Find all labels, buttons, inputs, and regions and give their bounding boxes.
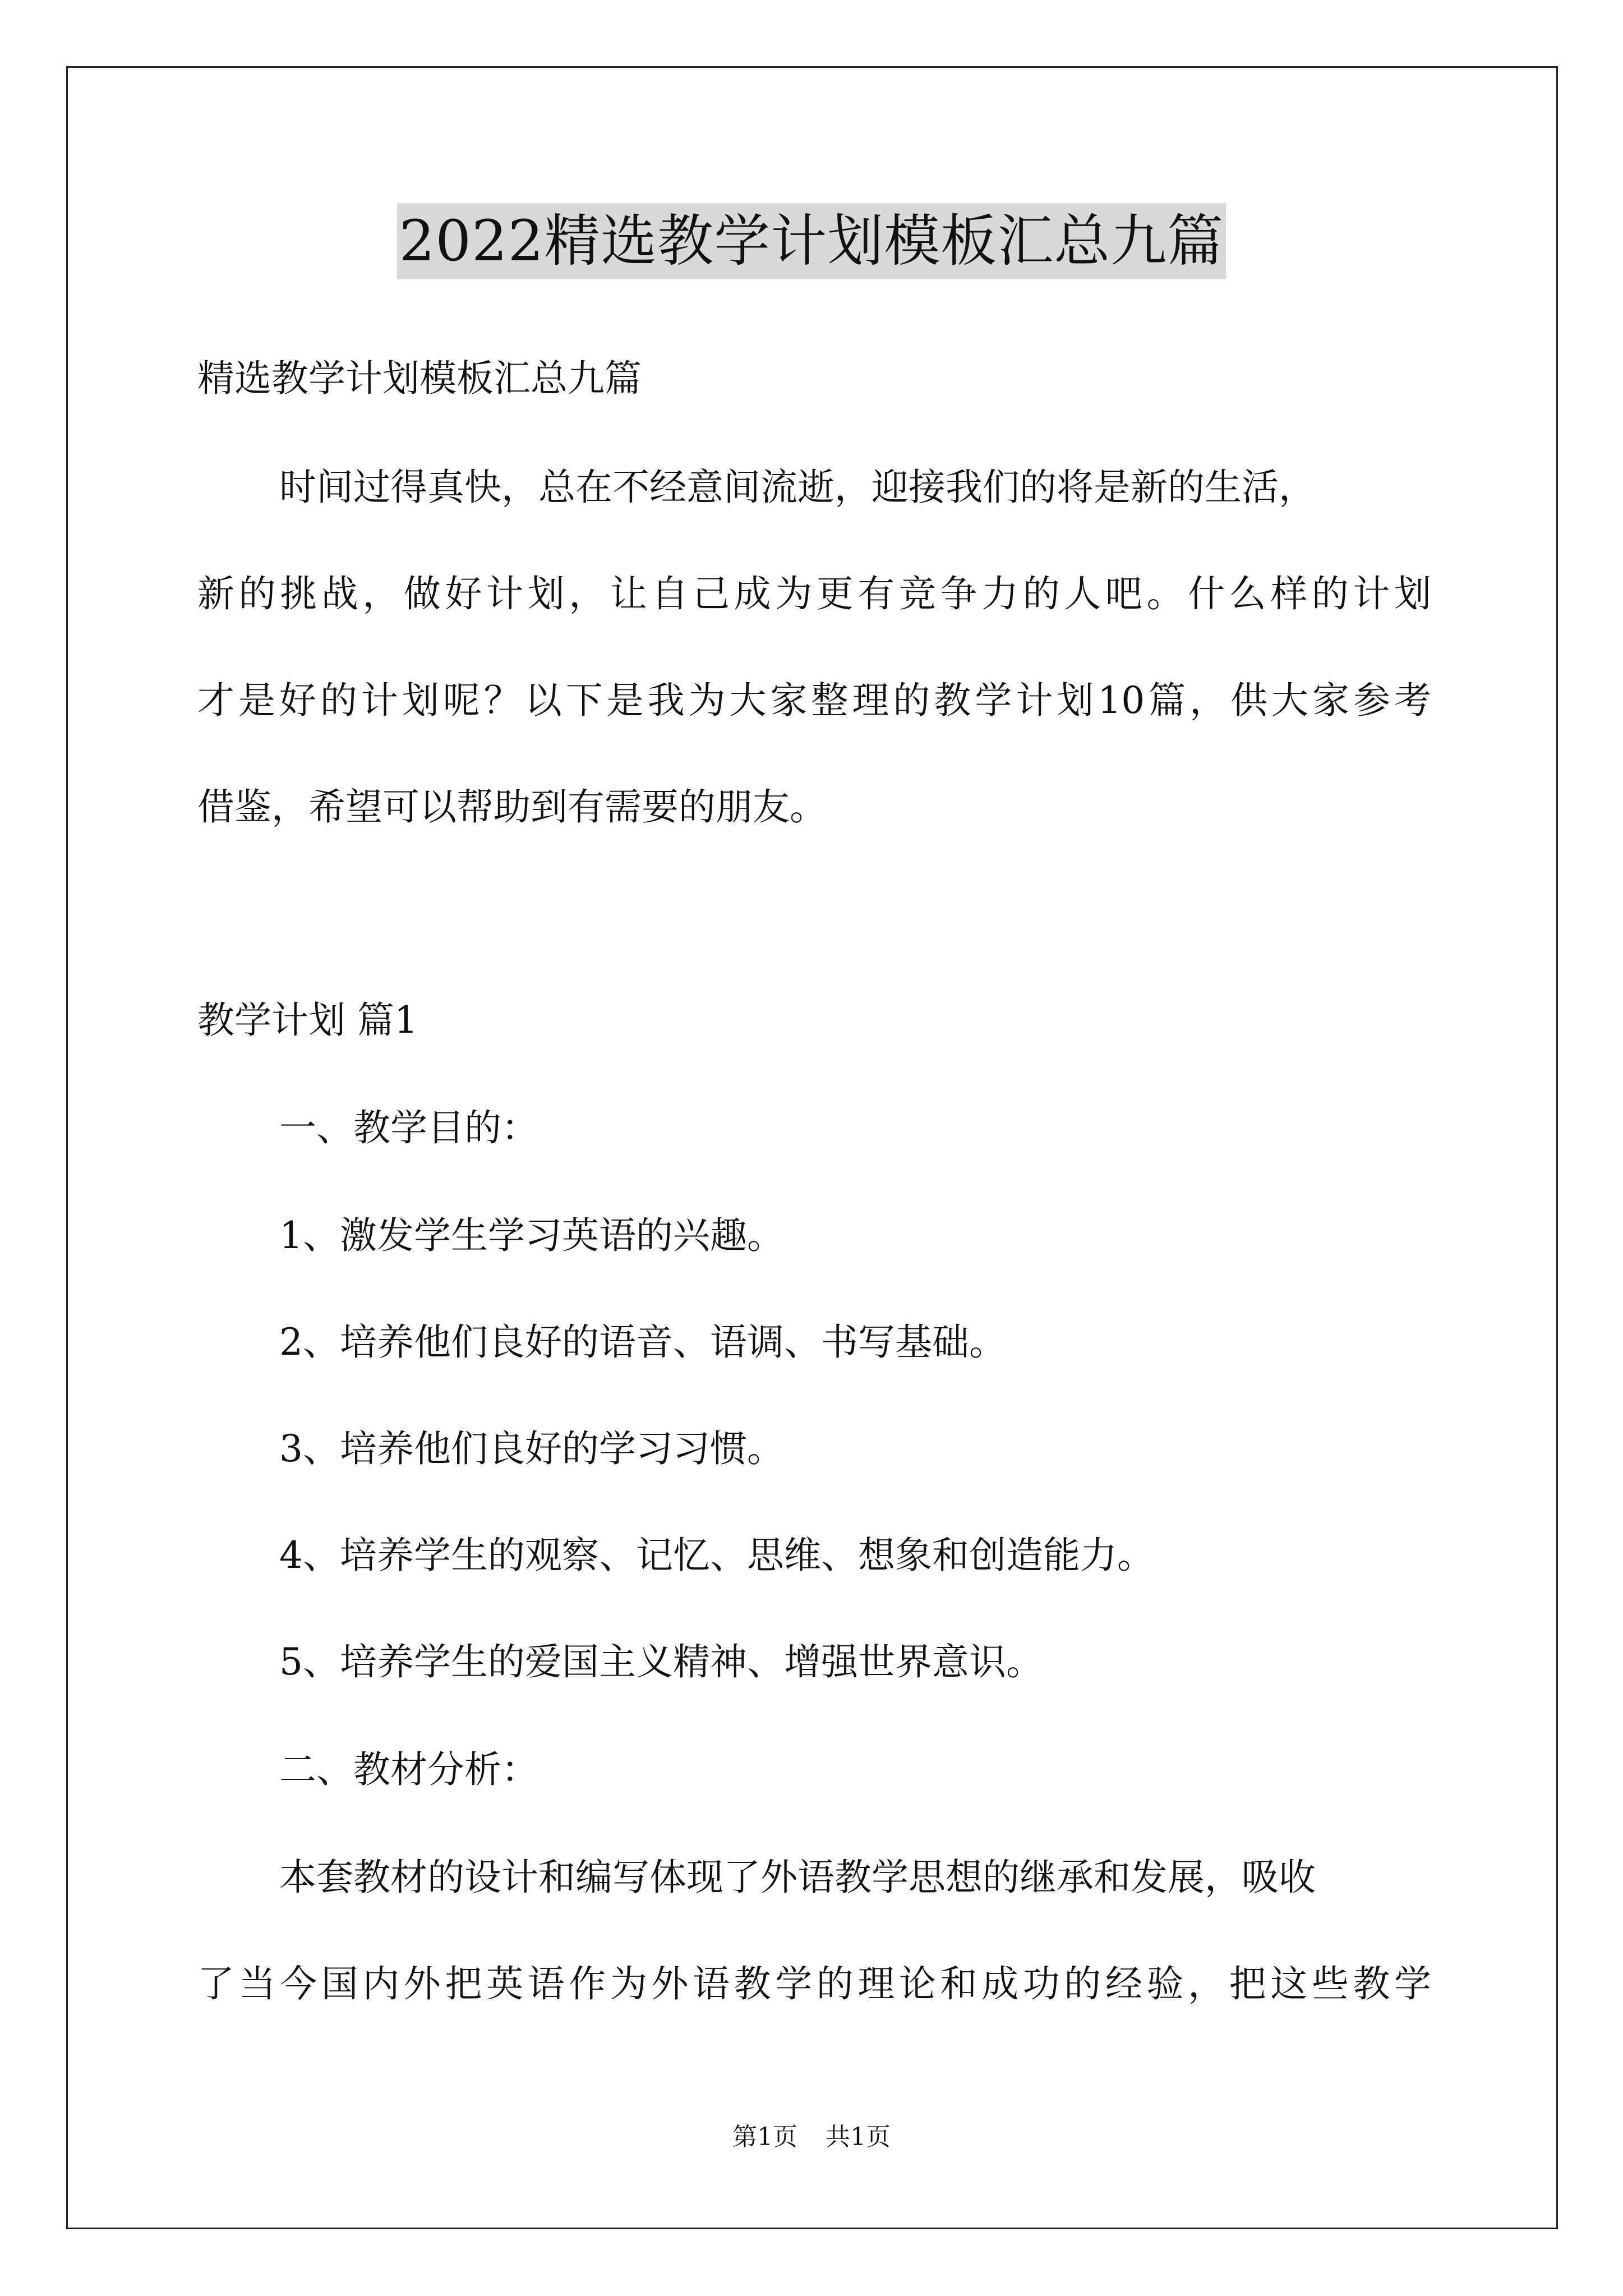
- subtitle: 精选教学计划模板汇总九篇: [197, 357, 642, 400]
- section-heading: 教学计划 篇1: [197, 999, 418, 1042]
- document-title: 2022精选教学计划模板汇总九篇: [397, 203, 1227, 279]
- goal-item-1: 1、激发学生学习英语的兴趣。: [279, 1214, 784, 1257]
- goal-item-5: 5、培养学生的爱国主义精神、增强世界意识。: [279, 1640, 1043, 1683]
- title-container: [0, 203, 1623, 279]
- page-footer: [0, 2120, 1623, 2154]
- page-number-current: 第1页: [732, 2123, 797, 2151]
- intro-line-3: 才是好的计划呢？以下是我为大家整理的教学计划10篇，供大家参考: [197, 679, 1431, 722]
- intro-line-1: 时间过得真快，总在不经意间流逝，迎接我们的将是新的生活，: [279, 466, 1316, 509]
- intro-line-4: 借鉴，希望可以帮助到有需要的朋友。: [197, 785, 827, 829]
- part1-heading: 一、教学目的：: [279, 1106, 538, 1149]
- page-number-total: 共1页: [826, 2123, 891, 2151]
- intro-line-2: 新的挑战，做好计划，让自己成为更有竞争力的人吧。什么样的计划: [197, 572, 1431, 615]
- analysis-line-1: 本套教材的设计和编写体现了外语教学思想的继承和发展，吸收: [279, 1856, 1316, 1899]
- goal-item-3: 3、培养他们良好的学习习惯。: [279, 1427, 784, 1470]
- goal-item-4: 4、培养学生的观察、记忆、思维、想象和创造能力。: [279, 1534, 1154, 1577]
- goal-item-2: 2、培养他们良好的语音、语调、书写基础。: [279, 1320, 1006, 1364]
- part2-heading: 二、教材分析：: [279, 1748, 538, 1791]
- analysis-line-2: 了当今国内外把英语作为外语教学的理论和成功的经验，把这些教学: [197, 1962, 1431, 2005]
